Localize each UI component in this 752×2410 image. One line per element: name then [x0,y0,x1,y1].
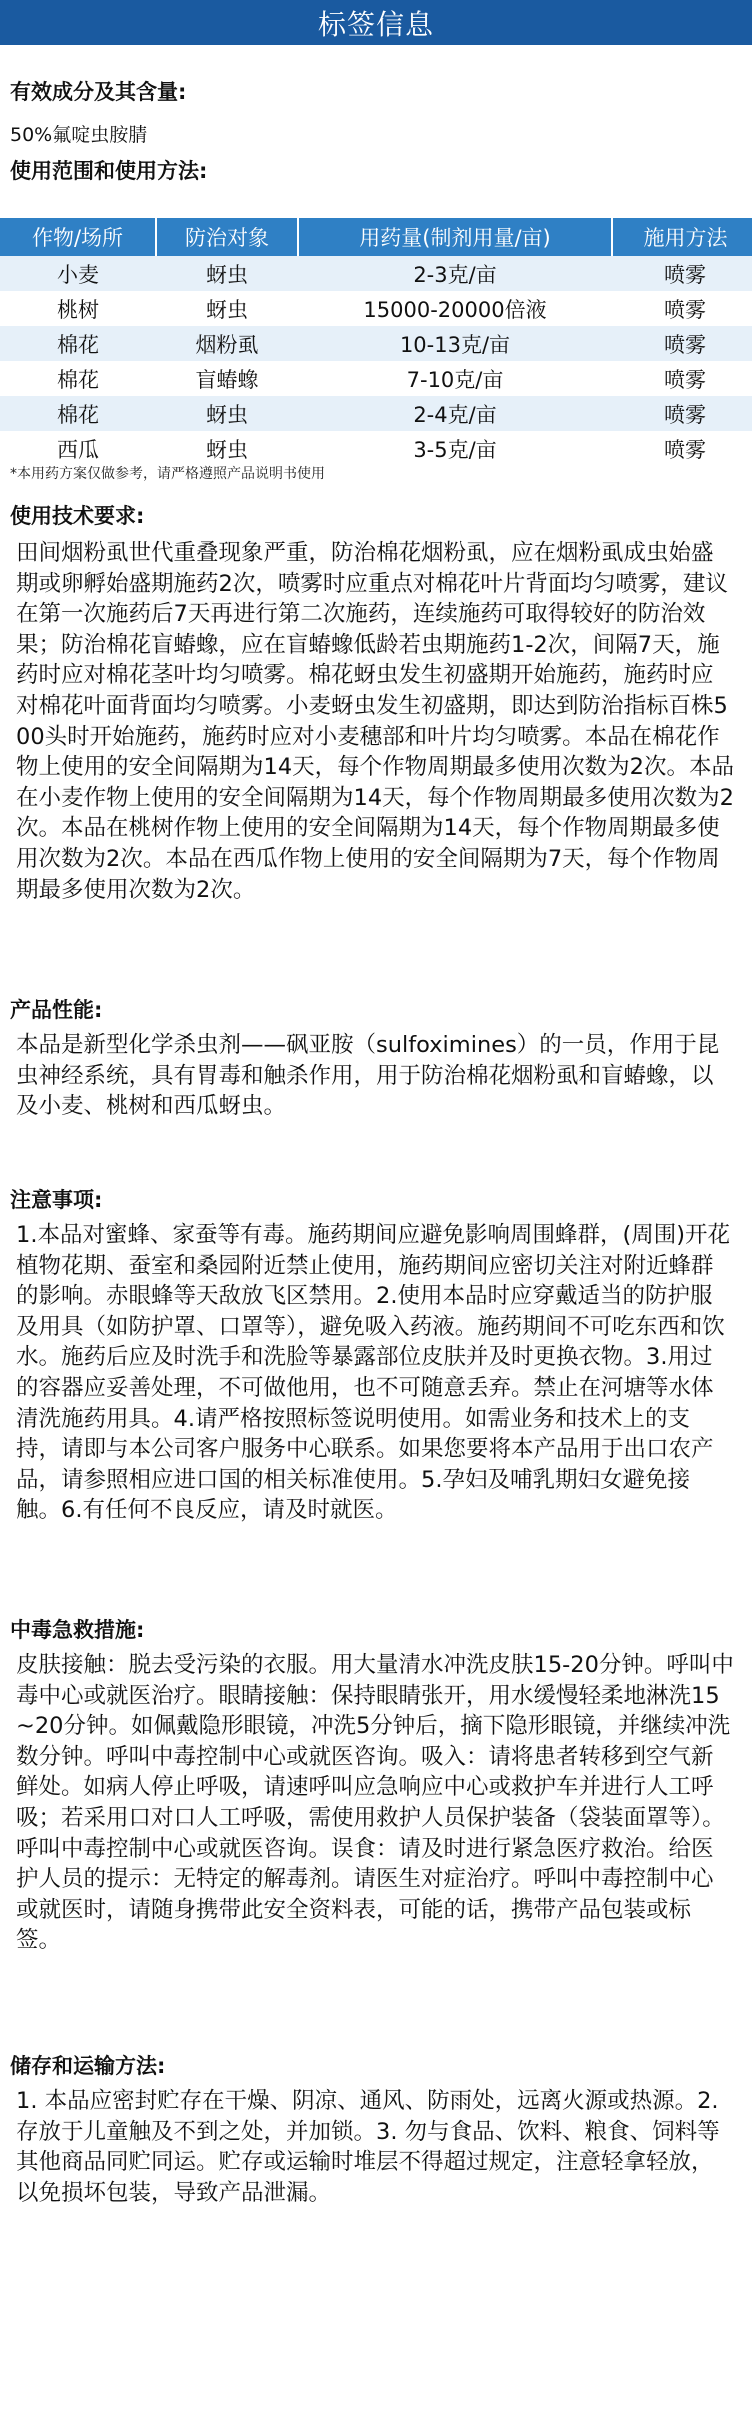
ingredient-value: 50%氟啶虫胺腈 [10,124,148,146]
table-cell: 2-4克/亩 [298,396,612,431]
table-cell: 喷雾 [612,431,752,466]
table-cell: 棉花 [0,326,156,361]
table-header-row [0,218,752,256]
table-row [0,256,752,291]
technical-heading: 使用技术要求: [10,504,145,528]
table-cell: 蚜虫 [156,431,298,466]
technical-text: 田间烟粉虱世代重叠现象严重，防治棉花烟粉虱，应在烟粉虱成虫始盛期或卵孵始盛期施药2次，喷雾时应重点对棉花叶片背面均匀喷雾，建议在第一次施药后7天再进行第二次施药，连续施药可取得较好的防治效果；防治棉花盲蝽蟓，应在盲蝽蟓低龄若虫期施药1-2次，间隔7天，施药时应对棉花茎叶均匀喷雾。棉花蚜虫发生初盛期开始施药，施药时应对棉花叶面背面均匀喷雾。小麦蚜虫发生初盛期，即达到防治指标百株500头时开始施药，施药时应对小麦穗部和叶片均匀喷雾。本品在棉花作物上使用的安全间隔期为14天，每个作物周期最多使用次数为2次。本品在小麦作物上使用的安全间隔期为14天，每个作物周期最多使用次数为2次。本品在桃树作物上使用的安全间隔期为14天，每个作物周期最多使用次数为2次。本品在西瓜作物上使用的安全间隔期为7天，每个作物周期最多使用次数为2次。 [16,540,734,903]
table-cell: 7-10克/亩 [298,361,612,396]
column-header: 作物/场所 [0,218,156,256]
usage-footnote: *本用药方案仅做参考，请严格遵照产品说明书使用 [10,466,325,482]
table-cell: 喷雾 [612,291,752,326]
table-cell: 蚜虫 [156,396,298,431]
precautions-heading: 注意事项: [10,1188,103,1212]
precautions-text: 1.本品对蜜蜂、家蚕等有毒。施药期间应避免影响周围蜂群，(周围)开花植物花期、蚕室和桑园附近禁止使用，施药期间应密切关注对附近蜂群的影响。赤眼蜂等天敌放飞区禁用。2.使用本品时应穿戴适当的防护服及用具（如防护罩、口罩等），避免吸入药液。施药期间不可吃东西和饮水。施药后应及时洗手和洗脸等暴露部位皮肤并及时更换衣物。3.用过的容器应妥善处理，不可做他用，也不可随意丢弃。禁止在河塘等水体清洗施药用具。4.请严格按照标签说明使用。如需业务和技术上的支持，请即与本公司客户服务中心联系。如果您要将本产品用于出口农产品，请参照相应进口国的相关标准使用。5.孕妇及哺乳期妇女避免接触。6.有任何不良反应，请及时就医。 [16,1222,731,1524]
table-cell: 喷雾 [612,256,752,291]
table-row [0,361,752,396]
title-bar [0,0,752,45]
table-row [0,326,752,361]
table-cell: 烟粉虱 [156,326,298,361]
table-cell: 喷雾 [612,361,752,396]
column-header: 施用方法 [612,218,752,256]
performance-text: 本品是新型化学杀虫剂——砜亚胺（sulfoximines）的一员，作用于昆虫神经系统，具有胃毒和触杀作用，用于防治棉花烟粉虱和盲蝽蟓，以及小麦、桃树和西瓜蚜虫。 [16,1032,720,1120]
table-cell: 15000-20000倍液 [298,291,612,326]
page-title: 标签信息 [317,7,434,41]
table-row [0,431,752,466]
table-cell: 棉花 [0,396,156,431]
table-cell: 棉花 [0,361,156,396]
table-cell: 桃树 [0,291,156,326]
table-cell: 小麦 [0,256,156,291]
table-cell: 2-3克/亩 [298,256,612,291]
table-cell: 西瓜 [0,431,156,466]
table-cell: 喷雾 [612,396,752,431]
performance-heading: 产品性能: [10,998,103,1022]
column-header: 防治对象 [156,218,298,256]
table-row [0,291,752,326]
table-cell: 蚜虫 [156,291,298,326]
table-cell: 蚜虫 [156,256,298,291]
table-cell: 盲蝽蟓 [156,361,298,396]
first-aid-text: 皮肤接触：脱去受污染的衣服。用大量清水冲洗皮肤15-20分钟。呼叫中毒中心或就医治疗。眼睛接触：保持眼睛张开，用水缓慢轻柔地淋洗15~20分钟。如佩戴隐形眼镜，冲洗5分钟后，摘下隐形眼镜，并继续冲洗数分钟。呼叫中毒控制中心或就医咨询。吸入：请将患者转移到空气新鲜处。如病人停止呼吸，请速呼叫应急响应中心或救护车并进行人工呼吸；若采用口对口人工呼吸，需使用救护人员保护装备（袋装面罩等）。呼叫中毒控制中心或就医咨询。误食：请及时进行紧急医疗救治。给医护人员的提示：无特定的解毒剂。请医生对症治疗。呼叫中毒控制中心或就医时，请随身携带此安全资料表，可能的话，携带产品包装或标签。 [16,1652,734,1954]
storage-heading: 储存和运输方法: [10,2054,166,2078]
ingredient-heading: 有效成分及其含量: [10,80,187,104]
first-aid-heading: 中毒急救措施: [10,1618,145,1642]
usage-heading: 使用范围和使用方法: [10,159,208,183]
storage-text: 1. 本品应密封贮存在干燥、阴凉、通风、防雨处，远离火源或热源。2. 存放于儿童触及不到之处，并加锁。3. 勿与食品、饮料、粮食、饲料等其他商品同贮同运。贮存或运输时堆层不得超过规定，注意轻拿轻放，以免损坏包装，导致产品泄漏。 [16,2088,720,2206]
usage-table [0,218,752,466]
table-cell: 3-5克/亩 [298,431,612,466]
table-cell: 喷雾 [612,326,752,361]
table-cell: 10-13克/亩 [298,326,612,361]
column-header: 用药量(制剂用量/亩) [298,218,612,256]
table-row [0,396,752,431]
